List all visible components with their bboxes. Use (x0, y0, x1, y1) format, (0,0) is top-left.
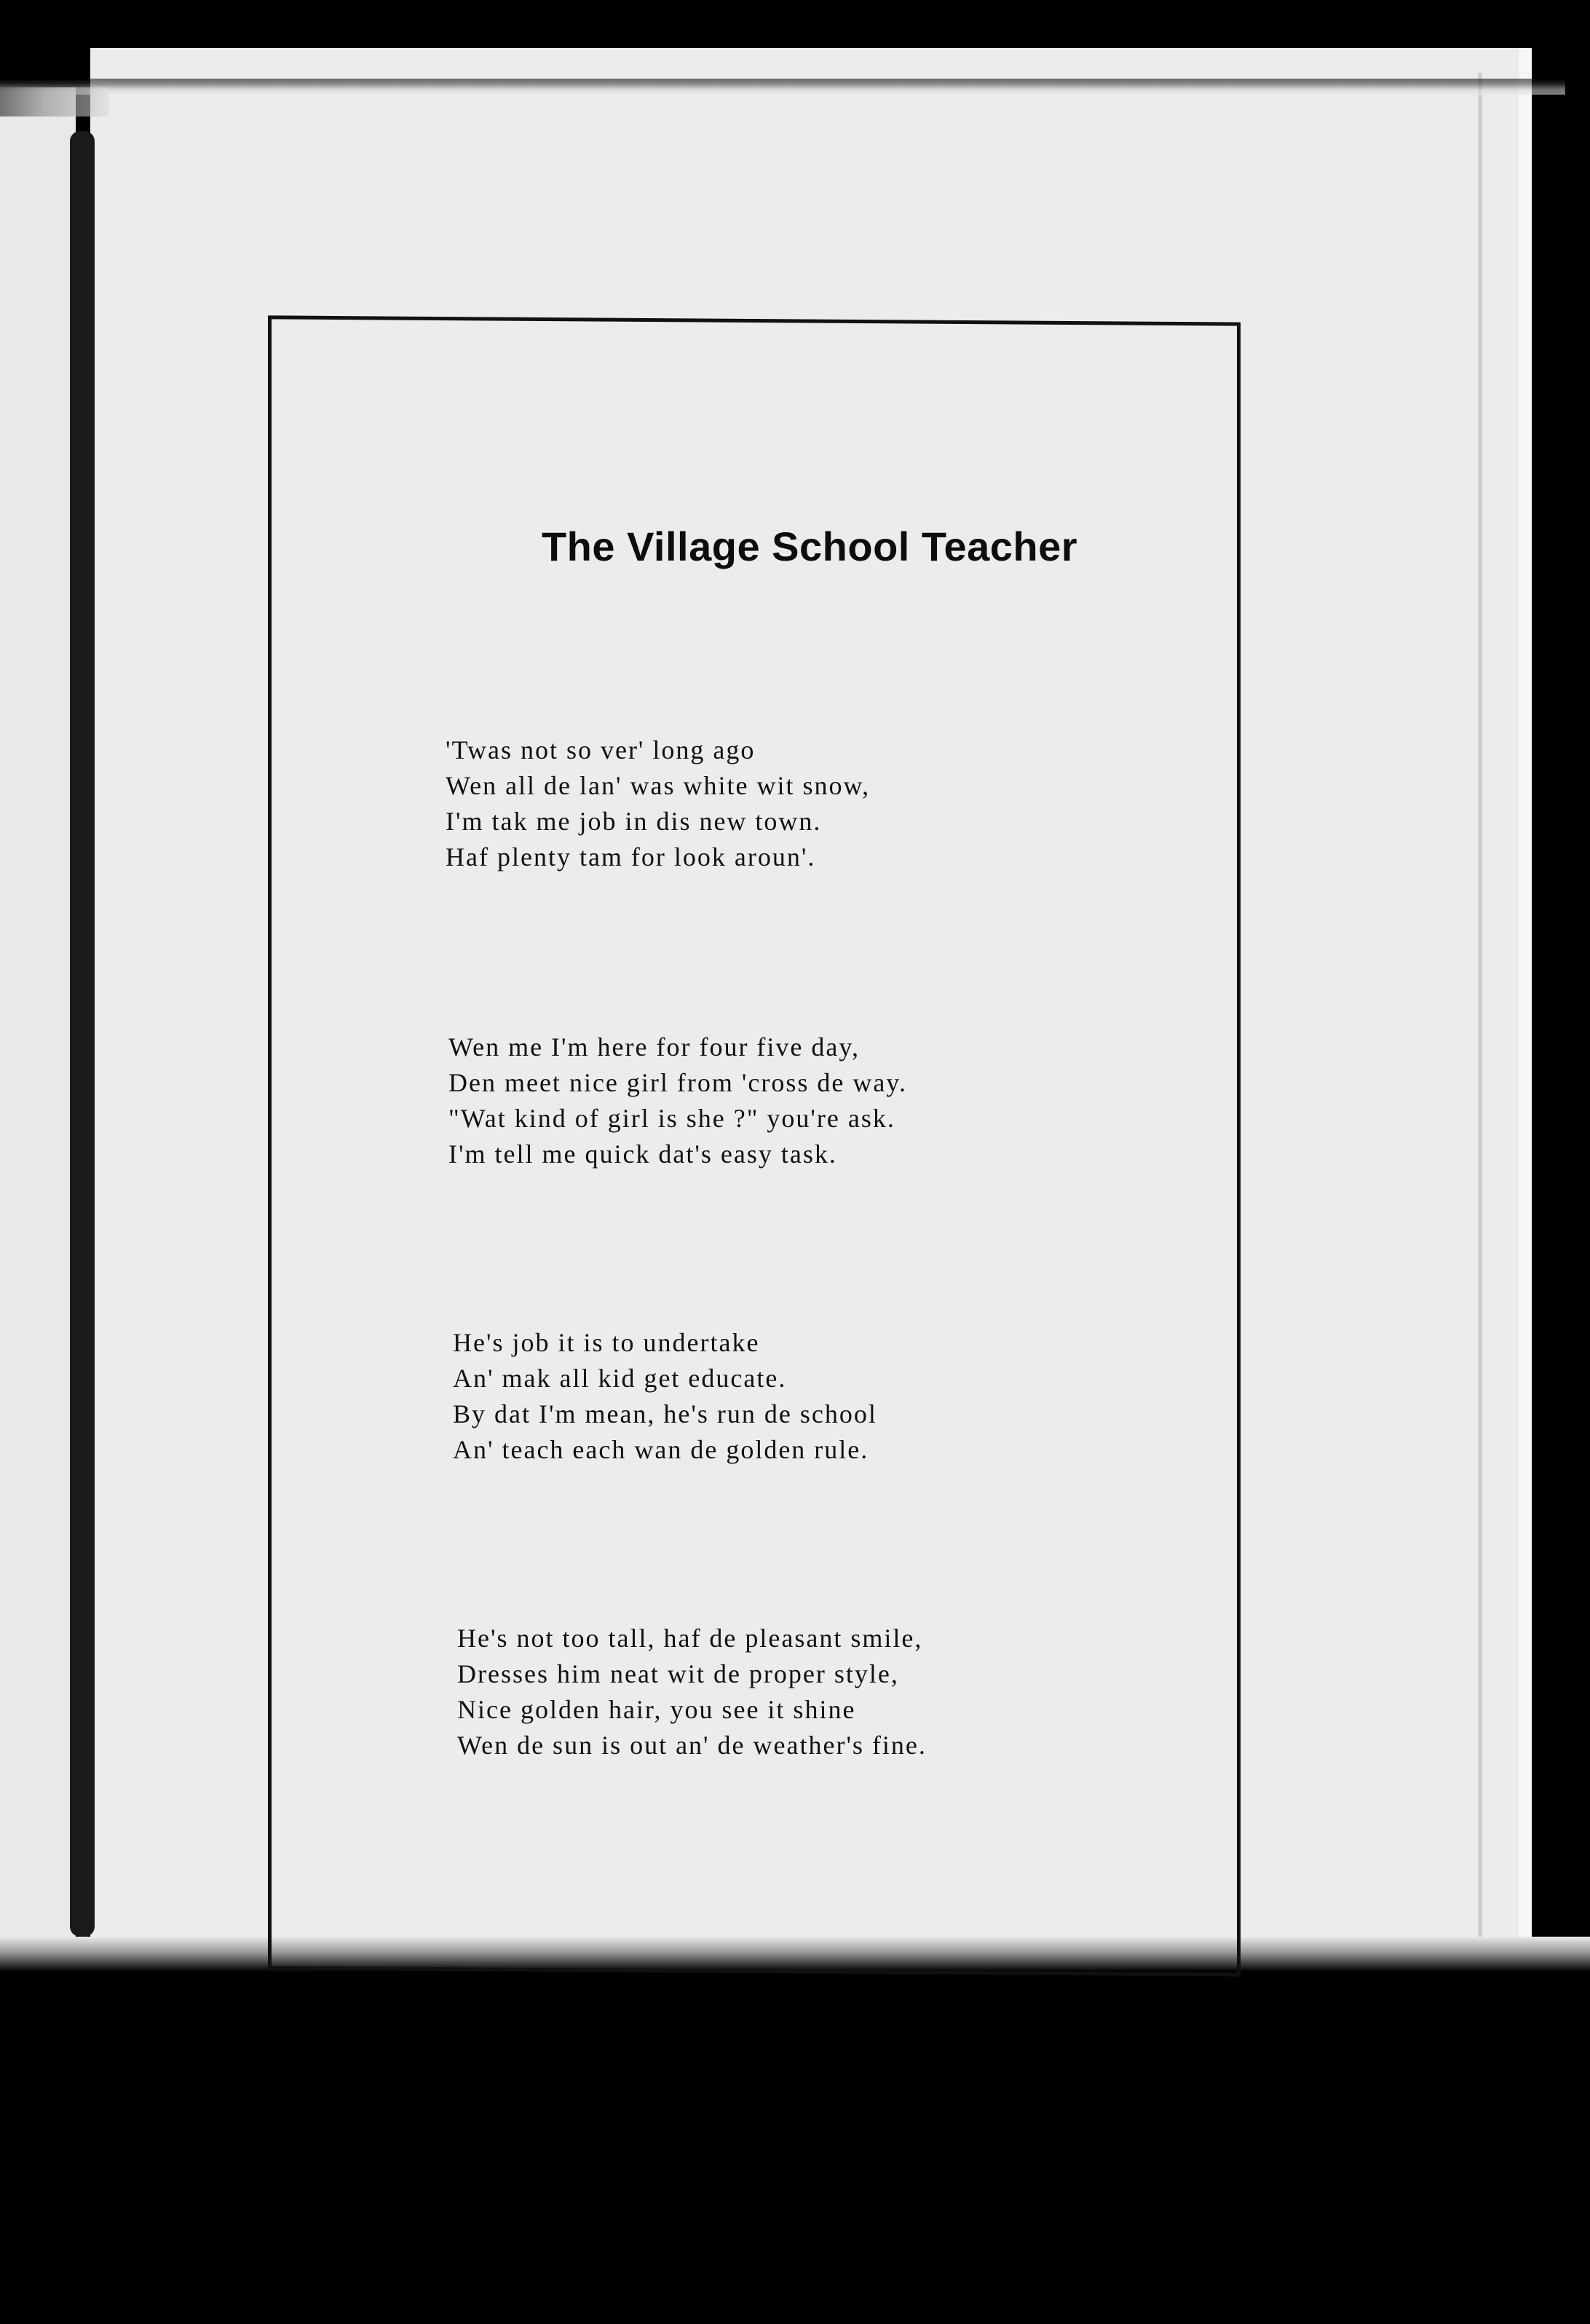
poem-line: Wen all de lan' was white wit snow, (446, 771, 871, 800)
poem-line: An' teach each wan de golden rule. (453, 1435, 869, 1464)
poem-line: He's job it is to undertake (453, 1328, 760, 1357)
poem-line: An' mak all kid get educate. (453, 1364, 787, 1393)
poem-line: Den meet nice girl from 'cross de way. (448, 1068, 907, 1097)
poem-line: I'm tell me quick dat's easy task. (448, 1139, 837, 1169)
page-edge (1478, 73, 1482, 1937)
poem-line: Haf plenty tam for look aroun'. (446, 842, 816, 872)
poem-line: "Wat kind of girl is she ?" you're ask. (448, 1104, 895, 1133)
left-edge-shadow (0, 87, 109, 116)
poem-title: The Village School Teacher (541, 523, 1078, 569)
stanza-4 (457, 1621, 927, 1763)
stanza-2 (448, 1029, 907, 1172)
poem-line: Wen me I'm here for four five day, (448, 1032, 861, 1062)
poem-line: By dat I'm mean, he's run de school (453, 1399, 877, 1428)
poem-line: I'm tak me job in dis new town. (446, 807, 822, 836)
stanza-3 (453, 1325, 877, 1468)
poem-line: Nice golden hair, you see it shine (457, 1695, 856, 1724)
stanza-1 (446, 732, 870, 875)
left-facing-page (0, 87, 76, 1951)
poem-line: 'Twas not so ver' long ago (446, 735, 756, 764)
poem-line: Wen de sun is out an' de weather's fine. (457, 1731, 927, 1760)
poem-line: He's not too tall, haf de pleasant smile, (457, 1624, 923, 1653)
book-spine (70, 131, 95, 1937)
poem-line: Dresses him neat wit de proper style, (457, 1659, 899, 1688)
page-top-edge (0, 79, 1565, 95)
